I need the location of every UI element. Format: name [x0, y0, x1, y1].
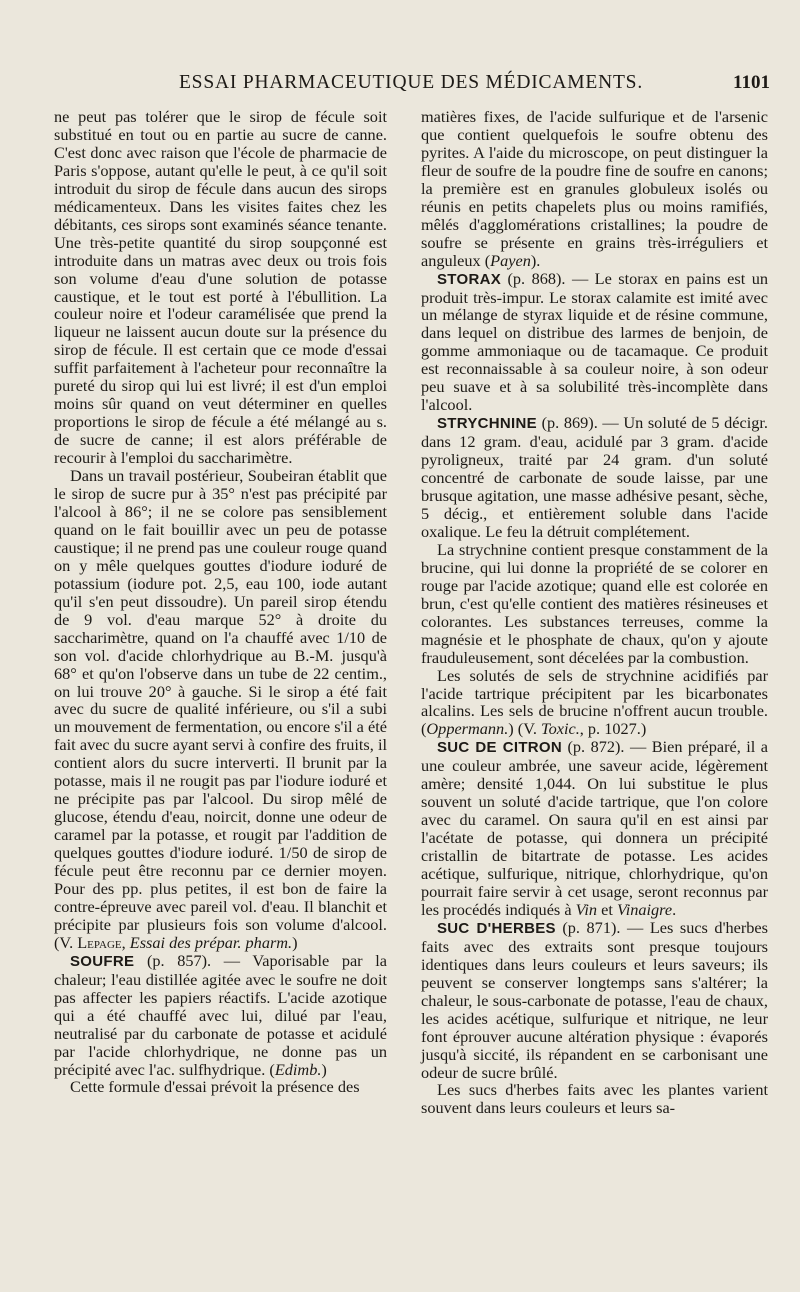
paragraph-text: ).: [530, 250, 541, 270]
paragraph-text: ne peut pas tolérer que le sirop de fécule soit substitué en tout ou en partie au sucre de canne. C'est donc avec raison que l'école de pharmacie de Paris s'oppose, autant qu'elle le peut, à ce qu'il soit introduit du sirop de fécule dans aucun des sirops médicamenteux. Dans les visites faites chez les débitants, ces sirops sont examinés séance tenante. Une très-petite quantité du sirop soupçonné est introduite dans un matras avec deux ou trois fois son volume d'eau d'une solution de potasse caustique, et le tout est porté à l'ébullition. La couleur noire et l'odeur caramélisée que prend la liqueur ne laissent aucun doute sur la présence du sirop de fécule. Il est certain que ce mode d'essai suffit parfaitement à l'acheteur pour reconnaître la pureté du sirop qui lui est livré; il est d'un emploi moins sûr quand on veut déterminer en quelles proportions le sirop de fécule a été mélangé au s. de sucre de canne; il est alors préférable de recourir à l'emploi du saccharimètre.: [54, 107, 387, 468]
paragraph: [54, 467, 387, 952]
entry-text: (p. 869). — Un soluté de 5 décigr. dans 12 gram. d'eau, acidulé par 3 gram. d'acide pyroligneux, traité par 24 gram. d'un soluté concentré de carbonate de soude laisse, par une brusque agitation, une masse adhésive pesant, sèche, 5 décig., et entièrement soluble dans l'acide oxalique. Le feu la détruit complétement.: [421, 413, 768, 541]
entry-keyword: STRYCHNINE: [437, 415, 537, 433]
paragraph: [421, 1081, 768, 1117]
entry-text: .: [672, 899, 677, 919]
entry-text: ): [321, 1059, 327, 1079]
paragraph-text: , p. 1027.): [579, 719, 647, 739]
paragraph-text: Les sucs d'herbes faits avec les plantes varient souvent dans leurs couleurs et leurs sa-: [421, 1080, 768, 1118]
reference: Payen: [490, 250, 531, 270]
reference: Vinaigre: [616, 899, 673, 919]
left-column: [54, 108, 387, 1096]
reference: Oppermann.: [426, 719, 509, 739]
entry-keyword: SUC D'HERBES: [437, 919, 556, 937]
entry-text: (p. 871). — Les sucs d'herbes faits avec des extraits sont presque toujours identiques dans leurs couleurs et leurs saveurs; ils peuvent se conserver longtemps sans s'altérer; la chaleur, le sous-carbonate de potasse, l'eau de chaux, les acides acétique, sulfurique et nitrique, ne leur font éprouver aucune altération physique : évaporés jusqu'à siccité, ils répandent en se carbonisant une odeur de sucre brûlé.: [421, 917, 768, 1082]
entry-text: et: [601, 899, 613, 919]
reference: Edimb.: [274, 1059, 322, 1079]
paragraph-text: Cette formule d'essai prévoit la présence des: [70, 1077, 360, 1097]
reference: Essai des prépar. pharm.: [129, 932, 293, 952]
paragraph-text: Dans un travail postérieur, Soubeiran établit que le sirop de sucre pur à 35° n'est pas précipité par l'alcool à 86°; il ne se colore pas sensiblement quand on le fait bouillir avec un peu de potasse caustique; il ne prend pas une couleur rouge quand on y mêle quelques gouttes d'iodure ioduré de potassium (iodure pot. 2,5, eau 100, iode autant qu'il s'en peut dissoudre). Un pareil sirop étendu de 9 vol. d'eau marque 52° à droite du saccharimètre, quand on l'a chauffé avec 1/10 de son vol. d'acide chlorhydrique au B.-M. jusqu'à 68° et qu'on l'observe dans un tube de 22 centim., on lui trouve 20° à gauche. Si le sirop a été fait avec du sucre de qualité inférieure, ou s'il a subi un mouvement de fermentation, ou encore s'il a été fait avec du sucre ayant servi à confire des fruits, il contient alors du sucre interverti. Il brunit par la potasse, mais il ne rougit pas par l'iodure ioduré et ne précipite pas par l'alcool. Du sirop mêlé de glucose, étendu d'eau, noircit, donne une odeur de caramel par la potasse, et rougit par l'addition de quelques gouttes d'iodure ioduré. 1/50 de sirop de fécule peut être reconnu par ce dernier moyen. Pour des pp. plus petites, il est bon de faire la contre-épreuve avec pareil vol. d'eau. Il blanchit et précipite par plusieurs fois son volume d'alcool. (V.: [54, 466, 387, 952]
right-column: [421, 108, 768, 1117]
paragraph-text: Les solutés de sels de strychnine acidifiés par l'acide tartrique précipitent par les bicarbonates alcalins. Les sels de brucine n'offrent aucun trouble. (: [421, 665, 768, 739]
entry-keyword: SUC DE CITRON: [437, 739, 563, 757]
page-number: 1101: [733, 72, 770, 93]
running-header: [52, 70, 770, 100]
paragraph-text: ) (V.: [508, 719, 537, 739]
paragraph: [421, 667, 768, 739]
reference: Vin: [575, 899, 598, 919]
paragraph: [421, 541, 768, 667]
paragraph: [421, 108, 768, 270]
entry-suc-d-herbes: [421, 919, 768, 1082]
entry-keyword: STORAX: [437, 270, 502, 288]
entry-strychnine: [421, 414, 768, 541]
reference: Toxic.: [541, 719, 580, 739]
entry-text: (p. 857). — Vaporisable par la chaleur; l'eau distillée agitée avec le soufre ne doit pas affecter les papiers réactifs. L'acide azotique qui a été chauffé avec lui, dilué par l'eau, neutralisé par du carbonate de potasse et acidulé par l'acide chlorhydrique, ne donne pas un précipité avec l'ac. sulfhydrique. (: [54, 950, 387, 1079]
entry-keyword: SOUFRE: [70, 952, 135, 970]
author-name: Lepage,: [77, 932, 126, 952]
entry-suc-de-citron: [421, 738, 768, 919]
paragraph-text: matières fixes, de l'acide sulfurique et de l'arsenic que contient quelquefois le soufre obtenu des pyrites. A l'aide du microscope, on peut distinguer la fleur de soufre de la poudre fine de soufre en canons; la première est en granules globuleux isolés ou réunis en petits chapelets plus ou moins ramifiés, mêlés d'agglomérations cristallines; la poudre de soufre se présente en grains très-irréguliers et anguleux (: [421, 107, 768, 270]
paragraph: [54, 1078, 387, 1096]
entry-text: (p. 868). — Le storax en pains est un produit très-impur. Le storax calamite est imité avec un mélange de styrax liquide et de résine commune, dans lequel on distribue des larmes de benjoin, de gomme ammoniaque ou de tacamaque. Ce produit est reconnaissable à sa couleur noire, à son odeur peu suave et à sa solubilité très-incomplète dans l'alcool.: [421, 268, 768, 415]
running-title: ESSAI PHARMACEUTIQUE DES MÉDICAMENTS.: [178, 72, 644, 93]
entry-text: (p. 872). — Bien préparé, il a une couleur ambrée, une saveur acide, légèrement amère; densité 1,044. On lui substitue le plus souvent un soluté d'acide tartrique, que l'on colore avec du caramel. On saura qu'il en est ainsi par l'acétate de potasse, qui donnera un précipité cristallin de bitartrate de potasse. Les acides acétique, sulfurique, nitrique, chlorhydrique, qu'on pourrait faire servir à cet usage, seront reconnus par les procédés indiqués à: [421, 737, 768, 919]
entry-soufre: [54, 952, 387, 1079]
paragraph: [54, 108, 387, 467]
entry-storax: [421, 270, 768, 415]
paragraph-text: La strychnine contient presque constamment de la brucine, qui lui donne la propriété de se colorer en rouge par l'acide azotique; quand elle est colorée en brun, c'est qu'elle contient des matières résineuses et colorantes. Les substances terreuses, comme la magnésie et le phosphate de chaux, qu'on y ajoute frauduleusement, sont décelées par la combustion.: [421, 539, 768, 667]
paragraph-text: ): [292, 932, 298, 952]
